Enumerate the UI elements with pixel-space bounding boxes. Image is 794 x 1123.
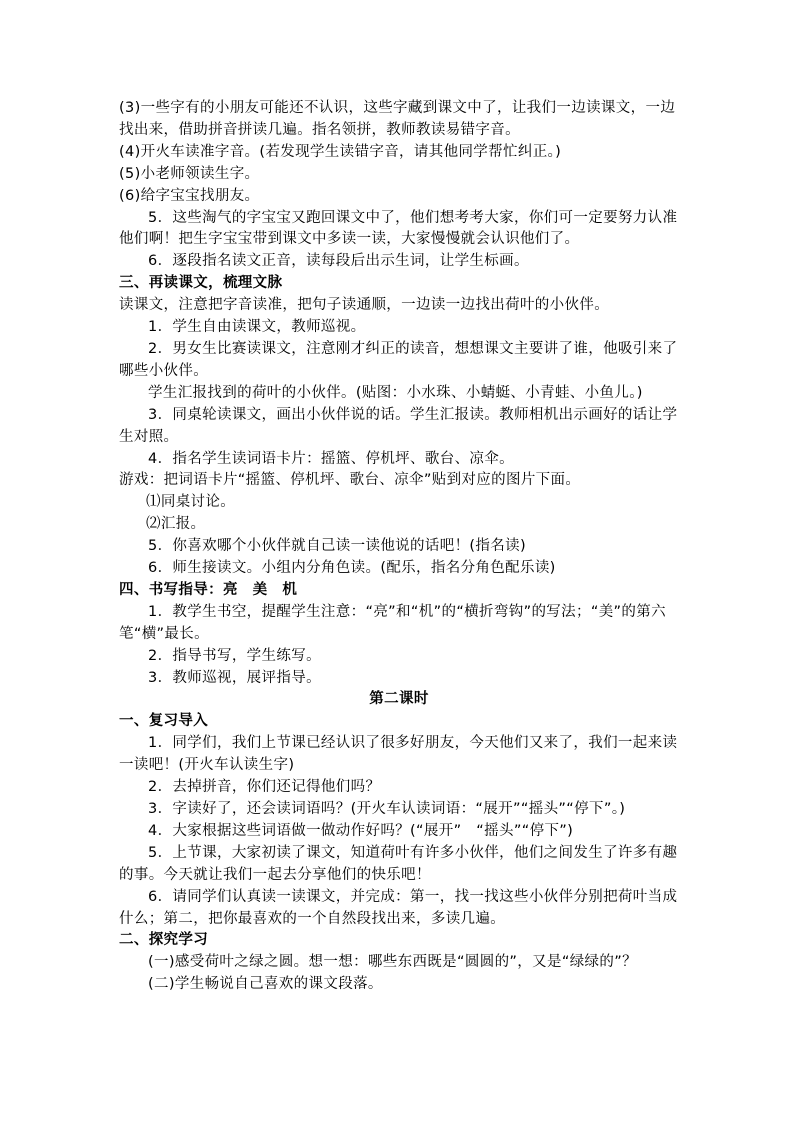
section-heading-review: 一、复习导入 <box>119 713 209 730</box>
paragraph-step-3: (3)一些字有的小朋友可能还不认识，这些字藏到课文中了，让我们一边读课文，一边找出来，借助拼音拼读几遍。指名领拼，教师教读易错字音。 <box>119 100 676 138</box>
paragraph-step-6: (6)给字宝宝找朋友。 <box>119 187 260 204</box>
paragraph-item-1: 1．学生自由读课文，教师巡视。 <box>148 319 366 336</box>
paragraph-item-2: 2．男女生比赛读课文，注意刚才纠正的读音，想想课文主要讲了谁，他吸引来了哪些小伙伴。 <box>119 340 678 379</box>
paragraph-review-2: 2．去掉拼音，你们还记得他们吗？ <box>148 779 381 796</box>
paragraph-item-5: 5．这些淘气的字宝宝又跑回课文中了，他们想考考大家，你们可一定要努力认准他们啊！把生字宝宝带到课文中多读一读，大家慢慢就会认识他们了。 <box>119 209 678 248</box>
paragraph-step-4: (4)开火车读准字音。(若发现学生读错字音，请其他同学帮忙纠正。) <box>119 143 562 160</box>
lesson-plan-text <box>119 98 679 996</box>
paragraph-writing-2: 2．指导书写，学生练写。 <box>148 647 321 664</box>
paragraph-writing-3: 3．教师巡视，展评指导。 <box>148 669 321 686</box>
paragraph-sub-1: ⑴同桌讨论。 <box>146 494 236 511</box>
paragraph-item-4: 4．指名学生读词语卡片：摇篮、停机坪、歌台、凉伞。 <box>148 450 514 467</box>
paragraph-item-5b: 5．你喜欢哪个小伙伴就自己读一读他说的话吧！(指名读) <box>148 538 526 555</box>
paragraph-intro: 读课文，注意把字音读准，把句子读通顺，一边读一边找出荷叶的小伙伴。 <box>119 297 610 314</box>
paragraph-report: 学生汇报找到的荷叶的小伙伴。(贴图：小水珠、小蜻蜓、小青蛙、小鱼儿。) <box>148 384 643 401</box>
section-heading-explore: 二、探究学习 <box>119 932 209 949</box>
paragraph-review-3: 3．字读好了，还会读词语吗？(开火车认读词语：“展开”“摇头”“停下”。) <box>148 801 626 817</box>
paragraph-item-3: 3．同桌轮读课文，画出小伙伴说的话。学生汇报读。教师相机出示画好的话让学生对照。 <box>119 406 678 445</box>
paragraph-step-5: (5)小老师领读生字。 <box>119 165 260 182</box>
paragraph-writing-1: 1．教学生书空，提醒学生注意：“亮”和“机”的“横折弯钩”的写法；“美”的第六笔“横”最长。 <box>119 603 666 642</box>
paragraph-review-5: 5．上节课，大家初读了课文，知道荷叶有许多小伙伴，他们之间发生了许多有趣的事。今天就让我们一起去分享他们的快乐吧！ <box>119 844 678 883</box>
lesson-title: 第二课时 <box>369 691 429 708</box>
paragraph-explore-2: (二)学生畅说自己喜欢的课文段落。 <box>148 976 383 993</box>
paragraph-review-6: 6．请同学们认真读一读课文，并完成：第一，找一找这些小伙伴分别把荷叶当成什么；第二，把你最喜欢的一个自然段找出来，多读几遍。 <box>119 888 678 927</box>
paragraph-explore-1: (一)感受荷叶之绿之圆。想一想：哪些东西既是“圆圆的”，又是“绿绿的”？ <box>148 954 637 971</box>
paragraph-item-6: 6．逐段指名读文正音，读每段后出示生词，让学生标画。 <box>148 253 529 270</box>
paragraph-item-6b: 6．师生接读文。小组内分角色读。(配乐，指名分角色配乐读) <box>148 560 556 577</box>
section-heading-3: 三、再读课文，梳理文脉 <box>119 275 283 292</box>
paragraph-review-1: 1．同学们，我们上节课已经认识了很多好朋友，今天他们又来了，我们一起来读一读吧！(开火车认读生字) <box>119 735 678 774</box>
section-heading-4: 四、书写指导：亮 美 机 <box>119 581 298 598</box>
paragraph-sub-2: ⑵汇报。 <box>146 516 206 533</box>
paragraph-game: 游戏：把词语卡片“摇篮、停机坪、歌台、凉伞”贴到对应的图片下面。 <box>119 472 581 489</box>
paragraph-review-4: 4．大家根据这些词语做一做动作好吗？(“展开” “摇头”“停下”) <box>148 822 574 839</box>
